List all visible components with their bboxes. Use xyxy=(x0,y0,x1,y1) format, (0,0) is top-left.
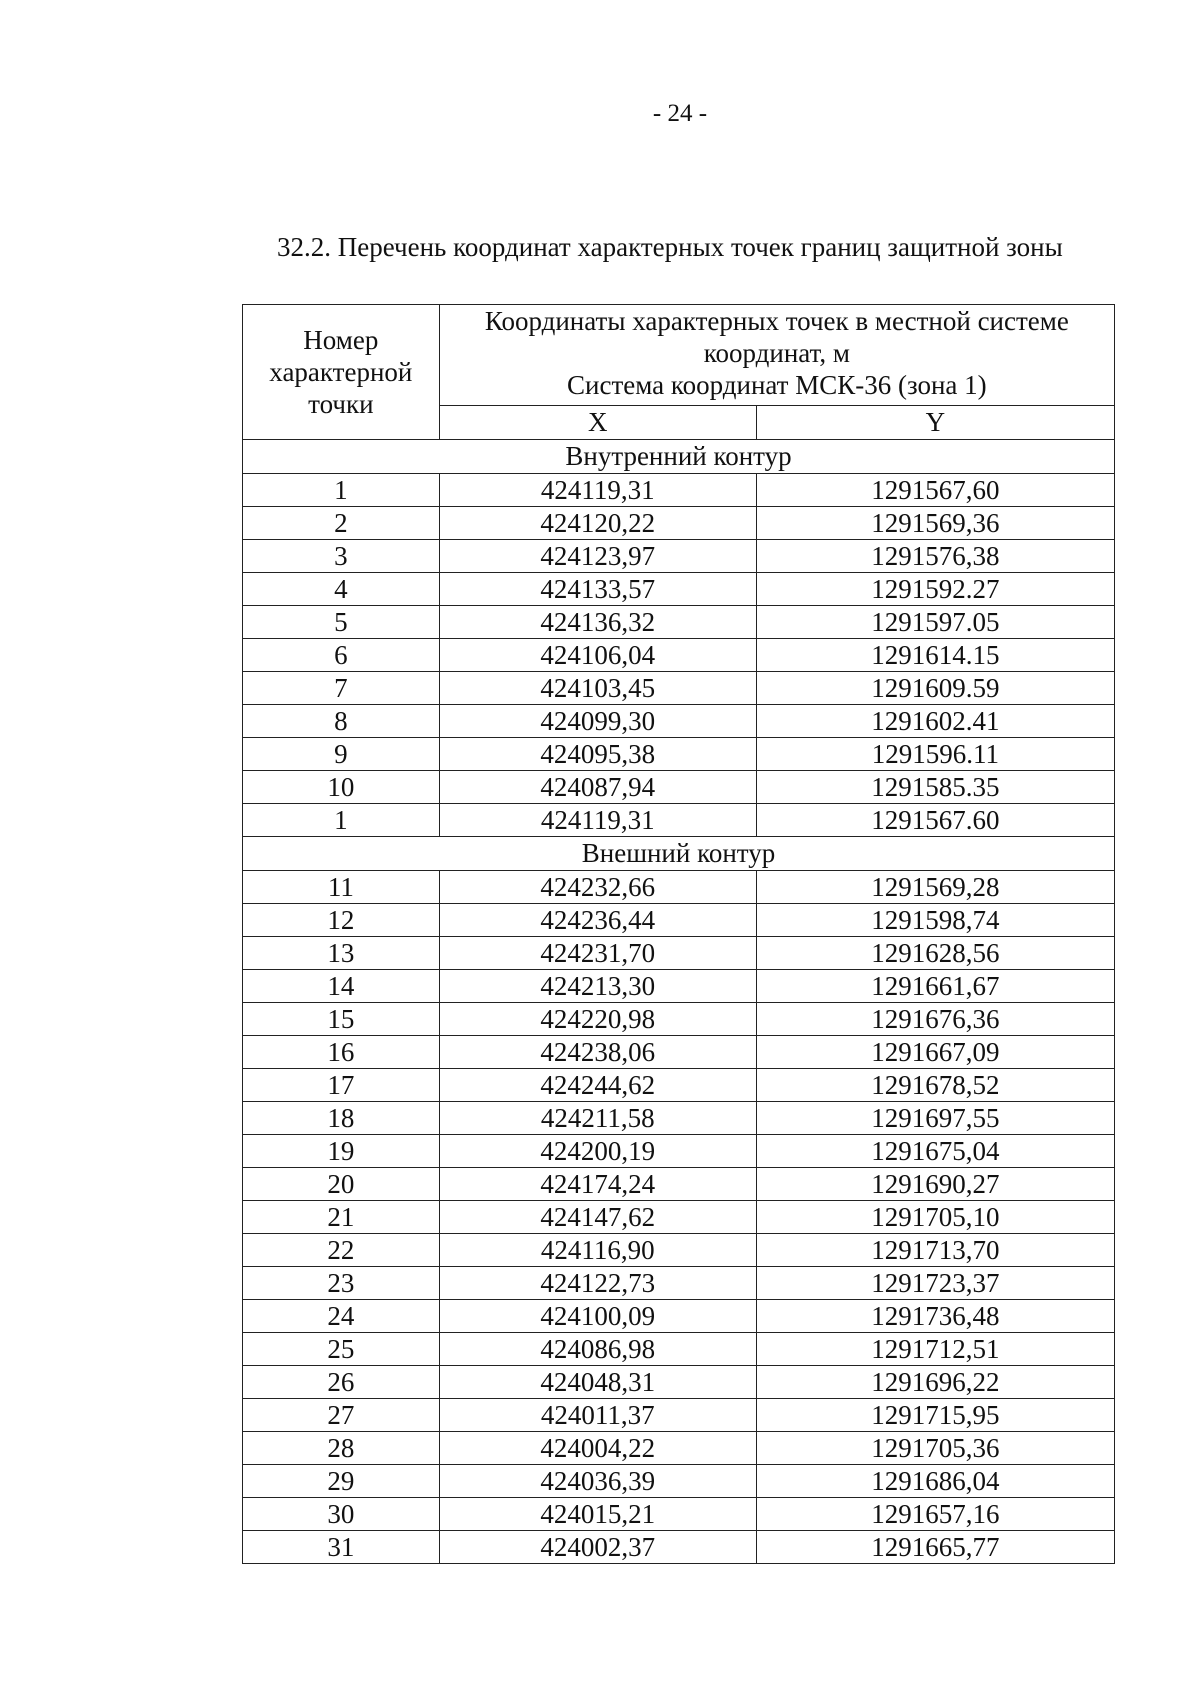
point-number-cell: 16 xyxy=(243,1036,440,1069)
y-coordinate-cell: 1291667,09 xyxy=(756,1036,1114,1069)
x-coordinate-cell: 424116,90 xyxy=(439,1234,756,1267)
x-coordinate-cell: 424232,66 xyxy=(439,871,756,904)
y-coordinate-cell: 1291597.05 xyxy=(756,606,1114,639)
x-coordinate-cell: 424119,31 xyxy=(439,474,756,507)
y-coordinate-cell: 1291614.15 xyxy=(756,639,1114,672)
point-number-cell: 25 xyxy=(243,1333,440,1366)
point-number-cell: 24 xyxy=(243,1300,440,1333)
x-coordinate-cell: 424015,21 xyxy=(439,1498,756,1531)
x-coordinate-cell: 424086,98 xyxy=(439,1333,756,1366)
point-number-cell: 5 xyxy=(243,606,440,639)
coordinates-table xyxy=(242,304,1115,1564)
header-coordinates xyxy=(439,305,1114,406)
x-coordinate-cell: 424120,22 xyxy=(439,507,756,540)
y-coordinate-cell: 1291686,04 xyxy=(756,1465,1114,1498)
page-number: - 24 - xyxy=(652,100,708,127)
point-number-cell: 6 xyxy=(243,639,440,672)
point-number-cell: 10 xyxy=(243,771,440,804)
x-coordinate-cell: 424136,32 xyxy=(439,606,756,639)
header-coordinates-line1: Координаты характерных точек в местной системе xyxy=(484,306,1069,336)
point-number-cell: 18 xyxy=(243,1102,440,1135)
x-coordinate-cell: 424174,24 xyxy=(439,1168,756,1201)
table-row xyxy=(243,1201,1115,1234)
header-y: Y xyxy=(756,406,1114,440)
x-coordinate-cell: 424048,31 xyxy=(439,1366,756,1399)
y-coordinate-cell: 1291567.60 xyxy=(756,804,1114,837)
y-coordinate-cell: 1291705,36 xyxy=(756,1432,1114,1465)
point-number-cell: 29 xyxy=(243,1465,440,1498)
x-coordinate-cell: 424095,38 xyxy=(439,738,756,771)
y-coordinate-cell: 1291665,77 xyxy=(756,1531,1114,1564)
table-row xyxy=(243,1168,1115,1201)
point-number-cell: 17 xyxy=(243,1069,440,1102)
y-coordinate-cell: 1291675,04 xyxy=(756,1135,1114,1168)
y-coordinate-cell: 1291705,10 xyxy=(756,1201,1114,1234)
y-coordinate-cell: 1291585.35 xyxy=(756,771,1114,804)
x-coordinate-cell: 424036,39 xyxy=(439,1465,756,1498)
table-row xyxy=(243,672,1115,705)
x-coordinate-cell: 424103,45 xyxy=(439,672,756,705)
table-row xyxy=(243,1366,1115,1399)
table-row xyxy=(243,1531,1115,1564)
y-coordinate-cell: 1291723,37 xyxy=(756,1267,1114,1300)
x-coordinate-cell: 424211,58 xyxy=(439,1102,756,1135)
point-number-cell: 28 xyxy=(243,1432,440,1465)
x-coordinate-cell: 424106,04 xyxy=(439,639,756,672)
x-coordinate-cell: 424099,30 xyxy=(439,705,756,738)
y-coordinate-cell: 1291609.59 xyxy=(756,672,1114,705)
point-number-cell: 3 xyxy=(243,540,440,573)
table-row xyxy=(243,639,1115,672)
table-row xyxy=(243,904,1115,937)
y-coordinate-cell: 1291676,36 xyxy=(756,1003,1114,1036)
y-coordinate-cell: 1291602.41 xyxy=(756,705,1114,738)
point-number-cell: 20 xyxy=(243,1168,440,1201)
table-row xyxy=(243,1003,1115,1036)
y-coordinate-cell: 1291713,70 xyxy=(756,1234,1114,1267)
y-coordinate-cell: 1291569,36 xyxy=(756,507,1114,540)
table-row xyxy=(243,540,1115,573)
header-coordinates-line2: координат, м xyxy=(703,338,850,368)
point-number-cell: 14 xyxy=(243,970,440,1003)
x-coordinate-cell: 424231,70 xyxy=(439,937,756,970)
section-title: 32.2. Перечень координат характерных точек границ защитной зоны xyxy=(277,232,1063,262)
y-coordinate-cell: 1291661,67 xyxy=(756,970,1114,1003)
point-number-cell: 30 xyxy=(243,1498,440,1531)
point-number-cell: 19 xyxy=(243,1135,440,1168)
table-row xyxy=(243,738,1115,771)
point-number-cell: 12 xyxy=(243,904,440,937)
y-coordinate-cell: 1291598,74 xyxy=(756,904,1114,937)
x-coordinate-cell: 424123,97 xyxy=(439,540,756,573)
table-row xyxy=(243,1399,1115,1432)
point-number-cell: 22 xyxy=(243,1234,440,1267)
x-coordinate-cell: 424133,57 xyxy=(439,573,756,606)
table-row xyxy=(243,1102,1115,1135)
table-row xyxy=(243,705,1115,738)
x-coordinate-cell: 424011,37 xyxy=(439,1399,756,1432)
y-coordinate-cell: 1291576,38 xyxy=(756,540,1114,573)
table-row xyxy=(243,573,1115,606)
x-coordinate-cell: 424004,22 xyxy=(439,1432,756,1465)
y-coordinate-cell: 1291715,95 xyxy=(756,1399,1114,1432)
table-row xyxy=(243,1036,1115,1069)
y-coordinate-cell: 1291569,28 xyxy=(756,871,1114,904)
table-row xyxy=(243,970,1115,1003)
point-number-cell: 1 xyxy=(243,804,440,837)
table-row xyxy=(243,1432,1115,1465)
header-coordinate-system: Система координат МСК-36 (зона 1) xyxy=(567,370,987,400)
x-coordinate-cell: 424244,62 xyxy=(439,1069,756,1102)
y-coordinate-cell: 1291736,48 xyxy=(756,1300,1114,1333)
point-number-cell: 21 xyxy=(243,1201,440,1234)
point-number-cell: 9 xyxy=(243,738,440,771)
table-row xyxy=(243,1267,1115,1300)
section-name: Внутренний контур xyxy=(243,440,1115,474)
table-row xyxy=(243,871,1115,904)
section-name: Внешний контур xyxy=(243,837,1115,871)
table-row xyxy=(243,507,1115,540)
table-row xyxy=(243,1135,1115,1168)
table-row xyxy=(243,937,1115,970)
header-x: X xyxy=(439,406,756,440)
point-number-cell: 7 xyxy=(243,672,440,705)
table-row xyxy=(243,1300,1115,1333)
x-coordinate-cell: 424238,06 xyxy=(439,1036,756,1069)
x-coordinate-cell: 424122,73 xyxy=(439,1267,756,1300)
y-coordinate-cell: 1291592.27 xyxy=(756,573,1114,606)
y-coordinate-cell: 1291567,60 xyxy=(756,474,1114,507)
point-number-cell: 27 xyxy=(243,1399,440,1432)
point-number-cell: 26 xyxy=(243,1366,440,1399)
point-number-cell: 8 xyxy=(243,705,440,738)
point-number-cell: 15 xyxy=(243,1003,440,1036)
y-coordinate-cell: 1291712,51 xyxy=(756,1333,1114,1366)
x-coordinate-cell: 424213,30 xyxy=(439,970,756,1003)
x-coordinate-cell: 424002,37 xyxy=(439,1531,756,1564)
y-coordinate-cell: 1291657,16 xyxy=(756,1498,1114,1531)
table-row xyxy=(243,474,1115,507)
point-number-cell: 31 xyxy=(243,1531,440,1564)
x-coordinate-cell: 424100,09 xyxy=(439,1300,756,1333)
point-number-cell: 4 xyxy=(243,573,440,606)
table-row xyxy=(243,1333,1115,1366)
y-coordinate-cell: 1291678,52 xyxy=(756,1069,1114,1102)
section-row xyxy=(243,440,1115,474)
y-coordinate-cell: 1291596.11 xyxy=(756,738,1114,771)
point-number-cell: 23 xyxy=(243,1267,440,1300)
point-number-cell: 1 xyxy=(243,474,440,507)
x-coordinate-cell: 424147,62 xyxy=(439,1201,756,1234)
x-coordinate-cell: 424087,94 xyxy=(439,771,756,804)
y-coordinate-cell: 1291696,22 xyxy=(756,1366,1114,1399)
x-coordinate-cell: 424220,98 xyxy=(439,1003,756,1036)
point-number-cell: 2 xyxy=(243,507,440,540)
x-coordinate-cell: 424200,19 xyxy=(439,1135,756,1168)
x-coordinate-cell: 424236,44 xyxy=(439,904,756,937)
table-row xyxy=(243,1234,1115,1267)
table-row xyxy=(243,1069,1115,1102)
header-point-number: Номер характерной точки xyxy=(243,305,440,440)
table-row xyxy=(243,771,1115,804)
point-number-cell: 13 xyxy=(243,937,440,970)
point-number-cell: 11 xyxy=(243,871,440,904)
y-coordinate-cell: 1291628,56 xyxy=(756,937,1114,970)
y-coordinate-cell: 1291697,55 xyxy=(756,1102,1114,1135)
table-body xyxy=(243,440,1115,1564)
y-coordinate-cell: 1291690,27 xyxy=(756,1168,1114,1201)
x-coordinate-cell: 424119,31 xyxy=(439,804,756,837)
table-row xyxy=(243,606,1115,639)
table-row xyxy=(243,1465,1115,1498)
table-row xyxy=(243,1498,1115,1531)
table-row xyxy=(243,804,1115,837)
section-row xyxy=(243,837,1115,871)
